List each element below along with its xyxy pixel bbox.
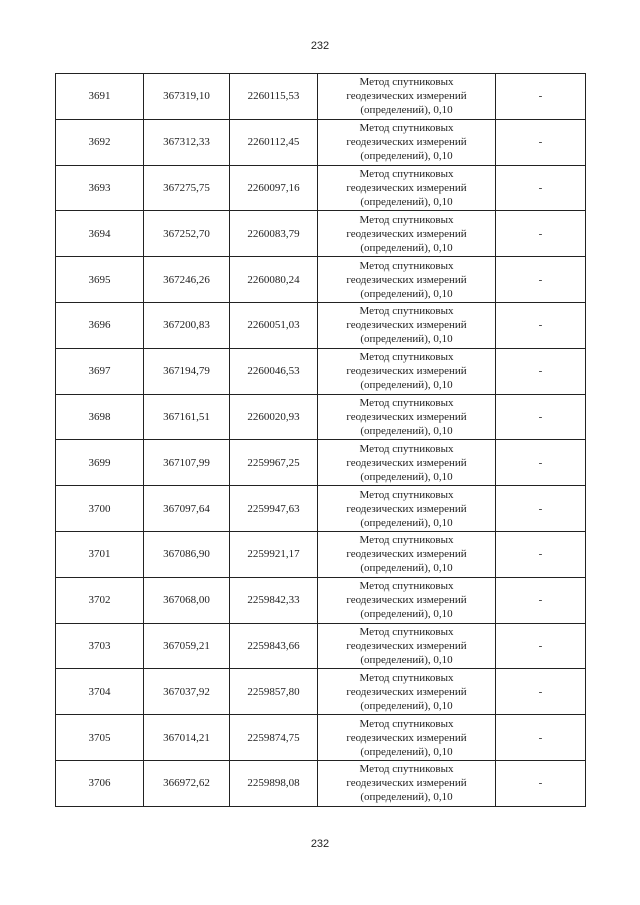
coordinate-x: 367200,83 — [144, 302, 230, 348]
point-number: 3696 — [56, 302, 144, 348]
method-line-2: геодезических измерений — [346, 319, 467, 332]
method-line-2: геодезических измерений — [346, 410, 467, 423]
note-cell: - — [496, 211, 586, 257]
page-number-bottom: 232 — [310, 838, 330, 850]
note-cell: - — [496, 760, 586, 806]
measurement-method — [318, 440, 496, 486]
measurement-method — [318, 348, 496, 394]
method-line-1: Метод спутниковых — [359, 351, 454, 364]
method-line-1: Метод спутниковых — [359, 488, 454, 501]
method-line-3: (определений), 0,10 — [360, 608, 453, 621]
method-line-1: Метод спутниковых — [359, 763, 454, 776]
table-row — [56, 715, 586, 761]
method-line-3: (определений), 0,10 — [360, 562, 453, 575]
method-line-1: Метод спутниковых — [359, 76, 454, 89]
method-line-1: Метод спутниковых — [359, 625, 454, 638]
coordinate-x: 367246,26 — [144, 257, 230, 303]
method-line-1: Метод спутниковых — [359, 213, 454, 226]
note-cell: - — [496, 440, 586, 486]
measurement-method — [318, 531, 496, 577]
point-number: 3693 — [56, 165, 144, 211]
method-line-3: (определений), 0,10 — [360, 241, 453, 254]
coordinates-table — [55, 73, 586, 807]
table-row — [56, 577, 586, 623]
note-cell: - — [496, 623, 586, 669]
coordinate-y: 2259967,25 — [230, 440, 318, 486]
method-line-2: геодезических измерений — [346, 181, 467, 194]
note-cell: - — [496, 302, 586, 348]
measurement-method — [318, 760, 496, 806]
coordinate-y: 2259842,33 — [230, 577, 318, 623]
point-number: 3695 — [56, 257, 144, 303]
method-line-1: Метод спутниковых — [359, 534, 454, 547]
point-number: 3698 — [56, 394, 144, 440]
measurement-method — [318, 623, 496, 669]
coordinate-x: 367037,92 — [144, 669, 230, 715]
method-line-3: (определений), 0,10 — [360, 516, 453, 529]
method-line-1: Метод спутниковых — [359, 717, 454, 730]
method-line-2: геодезических измерений — [346, 548, 467, 561]
table-row — [56, 486, 586, 532]
coordinate-x: 367014,21 — [144, 715, 230, 761]
coordinate-x: 367319,10 — [144, 74, 230, 120]
point-number: 3705 — [56, 715, 144, 761]
coordinate-x: 367068,00 — [144, 577, 230, 623]
note-cell: - — [496, 348, 586, 394]
method-line-3: (определений), 0,10 — [360, 379, 453, 392]
note-cell: - — [496, 257, 586, 303]
table-row — [56, 348, 586, 394]
page-number-top: 232 — [310, 40, 330, 52]
method-line-3: (определений), 0,10 — [360, 745, 453, 758]
table-row — [56, 302, 586, 348]
table-row — [56, 623, 586, 669]
measurement-method — [318, 257, 496, 303]
coordinate-x: 367275,75 — [144, 165, 230, 211]
point-number: 3702 — [56, 577, 144, 623]
note-cell: - — [496, 577, 586, 623]
coordinate-x: 367194,79 — [144, 348, 230, 394]
note-cell: - — [496, 394, 586, 440]
method-line-1: Метод спутниковых — [359, 580, 454, 593]
measurement-method — [318, 669, 496, 715]
method-line-3: (определений), 0,10 — [360, 150, 453, 163]
note-cell: - — [496, 486, 586, 532]
coordinate-x: 367161,51 — [144, 394, 230, 440]
method-line-3: (определений), 0,10 — [360, 333, 453, 346]
note-cell: - — [496, 669, 586, 715]
coordinate-x: 367097,64 — [144, 486, 230, 532]
method-line-3: (определений), 0,10 — [360, 653, 453, 666]
coordinate-x: 367252,70 — [144, 211, 230, 257]
method-line-1: Метод спутниковых — [359, 167, 454, 180]
measurement-method — [318, 165, 496, 211]
note-cell: - — [496, 531, 586, 577]
method-line-3: (определений), 0,10 — [360, 195, 453, 208]
coordinate-y: 2260083,79 — [230, 211, 318, 257]
note-cell: - — [496, 165, 586, 211]
method-line-1: Метод спутниковых — [359, 305, 454, 318]
table-row — [56, 119, 586, 165]
point-number: 3697 — [56, 348, 144, 394]
measurement-method — [318, 302, 496, 348]
point-number: 3704 — [56, 669, 144, 715]
measurement-method — [318, 119, 496, 165]
note-cell: - — [496, 74, 586, 120]
method-line-1: Метод спутниковых — [359, 671, 454, 684]
method-line-2: геодезических измерений — [346, 227, 467, 240]
table-row — [56, 211, 586, 257]
coordinate-y: 2260051,03 — [230, 302, 318, 348]
method-line-2: геодезических измерений — [346, 731, 467, 744]
coordinate-y: 2260020,93 — [230, 394, 318, 440]
method-line-3: (определений), 0,10 — [360, 470, 453, 483]
measurement-method — [318, 211, 496, 257]
method-line-2: геодезических измерений — [346, 685, 467, 698]
coordinate-y: 2259898,08 — [230, 760, 318, 806]
coordinate-y: 2259843,66 — [230, 623, 318, 669]
table-row — [56, 165, 586, 211]
note-cell: - — [496, 119, 586, 165]
point-number: 3692 — [56, 119, 144, 165]
method-line-3: (определений), 0,10 — [360, 287, 453, 300]
point-number: 3706 — [56, 760, 144, 806]
measurement-method — [318, 74, 496, 120]
table-row — [56, 531, 586, 577]
method-line-1: Метод спутниковых — [359, 396, 454, 409]
coordinate-x: 367086,90 — [144, 531, 230, 577]
coordinate-y: 2260097,16 — [230, 165, 318, 211]
coordinate-y: 2259921,17 — [230, 531, 318, 577]
measurement-method — [318, 577, 496, 623]
coordinate-x: 367107,99 — [144, 440, 230, 486]
table-row — [56, 440, 586, 486]
note-cell: - — [496, 715, 586, 761]
method-line-2: геодезических измерений — [346, 777, 467, 790]
method-line-2: геодезических измерений — [346, 136, 467, 149]
coordinate-y: 2259874,75 — [230, 715, 318, 761]
table-row — [56, 669, 586, 715]
table-row — [56, 74, 586, 120]
point-number: 3701 — [56, 531, 144, 577]
point-number: 3703 — [56, 623, 144, 669]
coordinate-y: 2259857,80 — [230, 669, 318, 715]
table-row — [56, 760, 586, 806]
method-line-2: геодезических измерений — [346, 456, 467, 469]
method-line-3: (определений), 0,10 — [360, 791, 453, 804]
measurement-method — [318, 394, 496, 440]
method-line-3: (определений), 0,10 — [360, 424, 453, 437]
method-line-2: геодезических измерений — [346, 639, 467, 652]
method-line-1: Метод спутниковых — [359, 259, 454, 272]
coordinate-x: 366972,62 — [144, 760, 230, 806]
coordinates-table-body — [56, 74, 586, 807]
coordinate-x: 367312,33 — [144, 119, 230, 165]
coordinate-y: 2260112,45 — [230, 119, 318, 165]
point-number: 3700 — [56, 486, 144, 532]
method-line-2: геодезических измерений — [346, 90, 467, 103]
point-number: 3694 — [56, 211, 144, 257]
coordinate-y: 2260046,53 — [230, 348, 318, 394]
measurement-method — [318, 715, 496, 761]
point-number: 3691 — [56, 74, 144, 120]
method-line-1: Метод спутниковых — [359, 122, 454, 135]
point-number: 3699 — [56, 440, 144, 486]
method-line-2: геодезических измерений — [346, 365, 467, 378]
method-line-3: (определений), 0,10 — [360, 104, 453, 117]
method-line-3: (определений), 0,10 — [360, 699, 453, 712]
table-row — [56, 257, 586, 303]
coordinate-y: 2260080,24 — [230, 257, 318, 303]
coordinate-x: 367059,21 — [144, 623, 230, 669]
coordinate-y: 2260115,53 — [230, 74, 318, 120]
method-line-2: геодезических измерений — [346, 594, 467, 607]
method-line-1: Метод спутниковых — [359, 442, 454, 455]
method-line-2: геодезических измерений — [346, 273, 467, 286]
coordinate-y: 2259947,63 — [230, 486, 318, 532]
table-row — [56, 394, 586, 440]
method-line-2: геодезических измерений — [346, 502, 467, 515]
measurement-method — [318, 486, 496, 532]
